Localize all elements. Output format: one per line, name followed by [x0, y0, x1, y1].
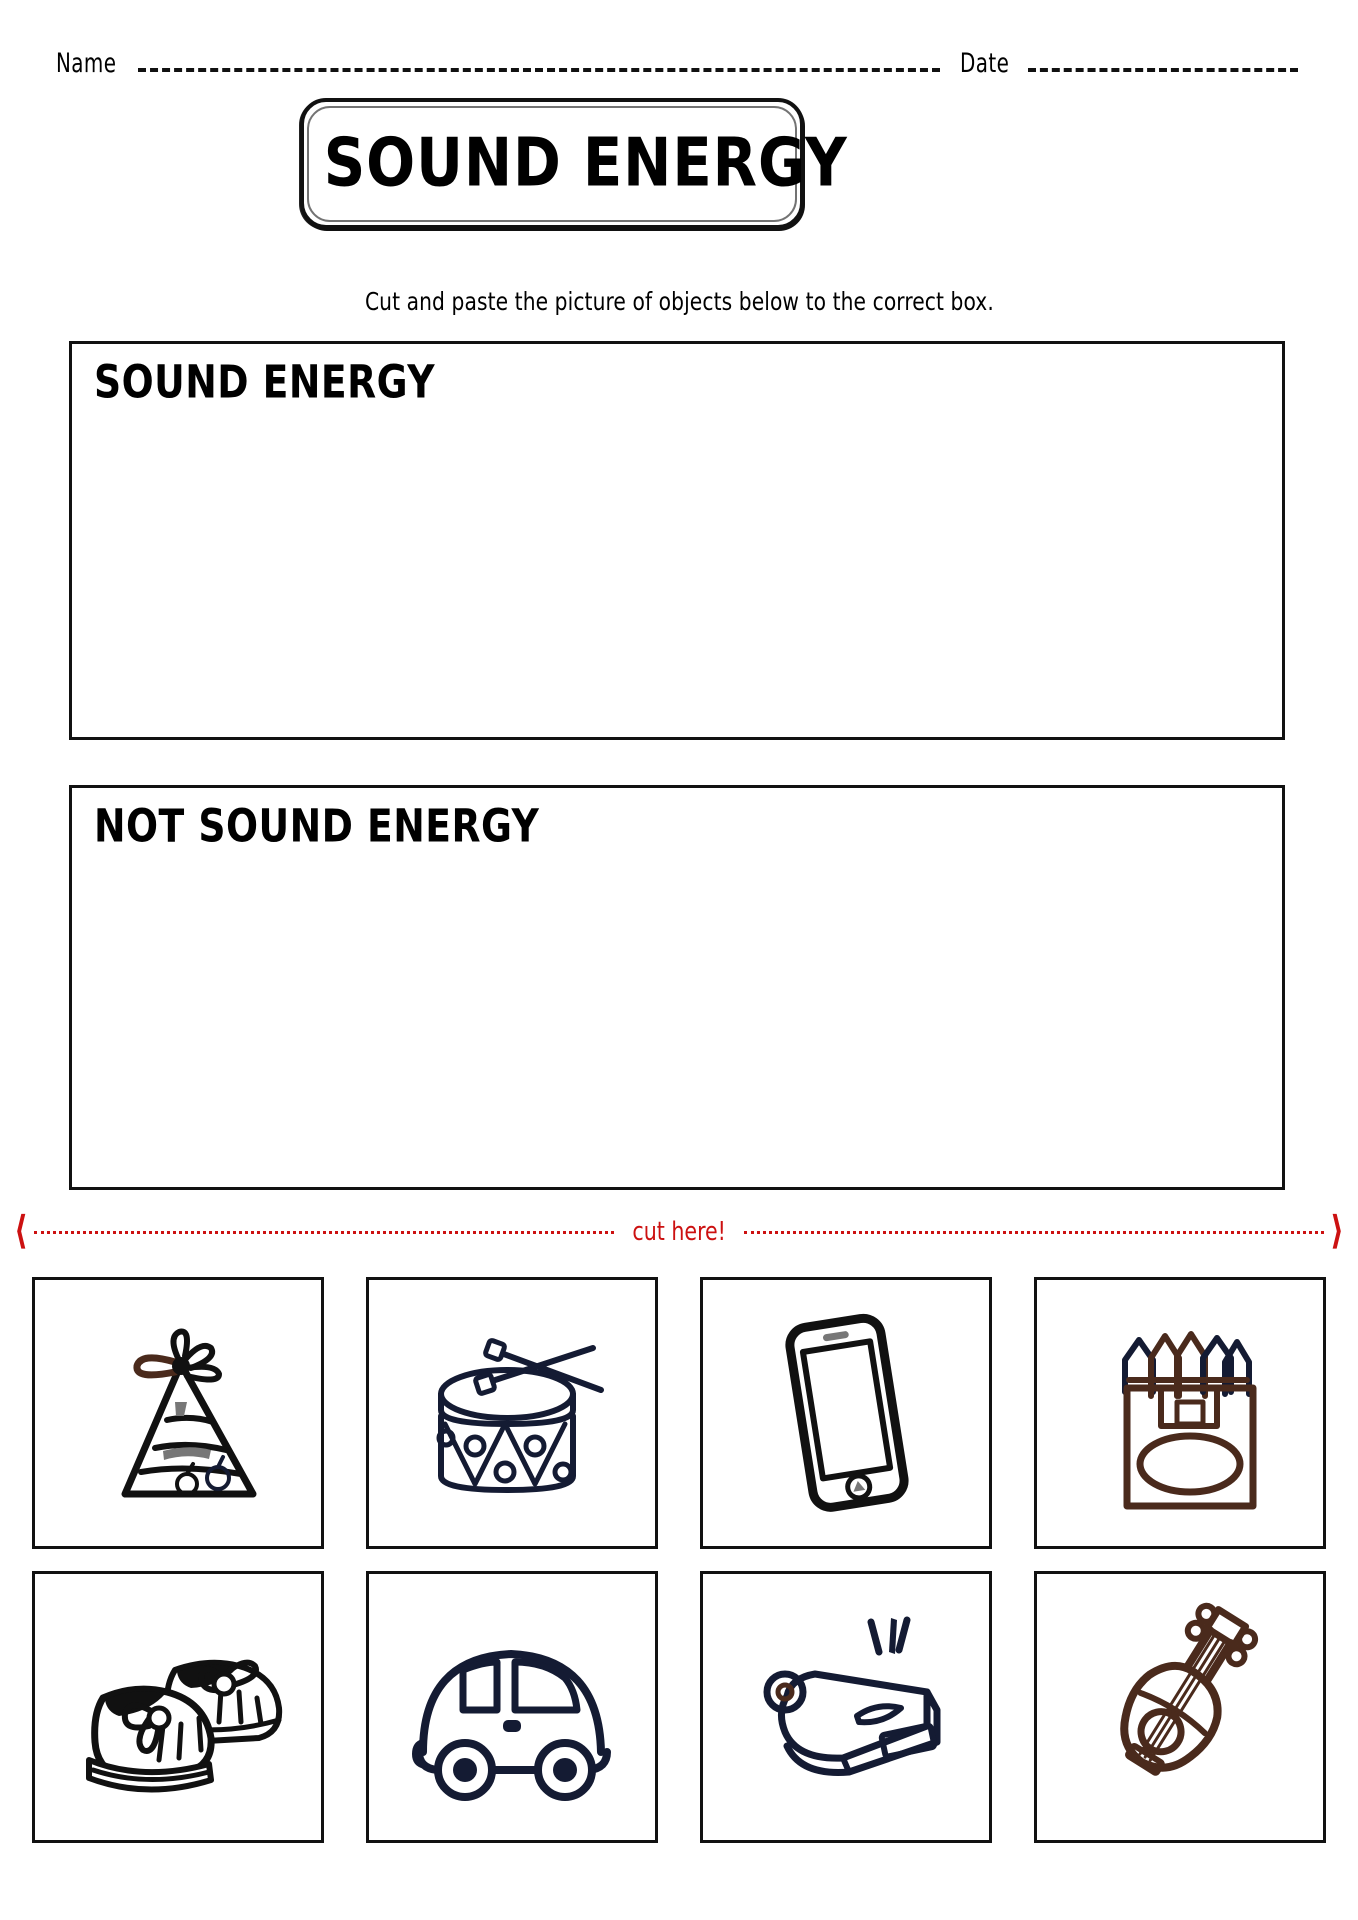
picture-card-crayon-box[interactable]: [1034, 1277, 1326, 1549]
picture-card-smartphone[interactable]: [700, 1277, 992, 1549]
category-box-sound-energy[interactable]: [69, 341, 1285, 740]
picture-card-drum[interactable]: [366, 1277, 658, 1549]
category-box-not-sound-energy[interactable]: [69, 785, 1285, 1190]
whistle-icon: [731, 1592, 961, 1822]
party-hat-icon: [63, 1298, 293, 1528]
category-label-sound-energy: [94, 355, 465, 409]
arrow-left-icon: ⟨: [14, 1208, 28, 1255]
picture-card-grid: [32, 1277, 1326, 1843]
picture-card-whistle[interactable]: [700, 1571, 992, 1843]
drum-icon: [397, 1298, 627, 1528]
date-blank-line[interactable]: [1028, 68, 1298, 72]
cut-here-line: [14, 1208, 1344, 1255]
picture-card-shoes[interactable]: [32, 1571, 324, 1843]
category-label-not-sound-energy: [94, 799, 578, 853]
arrow-right-icon: ⟩: [1330, 1208, 1344, 1255]
cut-dash-right: [744, 1231, 1324, 1234]
name-label: Name: [56, 48, 117, 79]
instruction-text: Cut and paste the picture of objects below to the correct box.: [364, 287, 994, 316]
title-banner: [300, 98, 848, 229]
picture-card-party-hat[interactable]: [32, 1277, 324, 1549]
page-title-text: SOUND ENERGY: [323, 122, 848, 202]
name-blank-line[interactable]: [138, 68, 940, 72]
category-label-text: SOUND ENERGY: [94, 355, 435, 409]
page-title: [304, 122, 848, 202]
crayon-box-icon: [1065, 1298, 1295, 1528]
category-label-text: NOT SOUND ENERGY: [94, 799, 540, 853]
car-icon: [397, 1592, 627, 1822]
date-label: Date: [959, 48, 1010, 79]
name-date-row: [56, 48, 1302, 79]
cut-dash-left: [34, 1231, 614, 1234]
smartphone-icon: [731, 1298, 961, 1528]
guitar-icon: [1065, 1592, 1295, 1822]
cut-here-label: cut here!: [632, 1217, 726, 1247]
picture-card-car[interactable]: [366, 1571, 658, 1843]
shoes-icon: [63, 1592, 293, 1822]
picture-card-guitar[interactable]: [1034, 1571, 1326, 1843]
instruction-line: [0, 287, 1358, 316]
